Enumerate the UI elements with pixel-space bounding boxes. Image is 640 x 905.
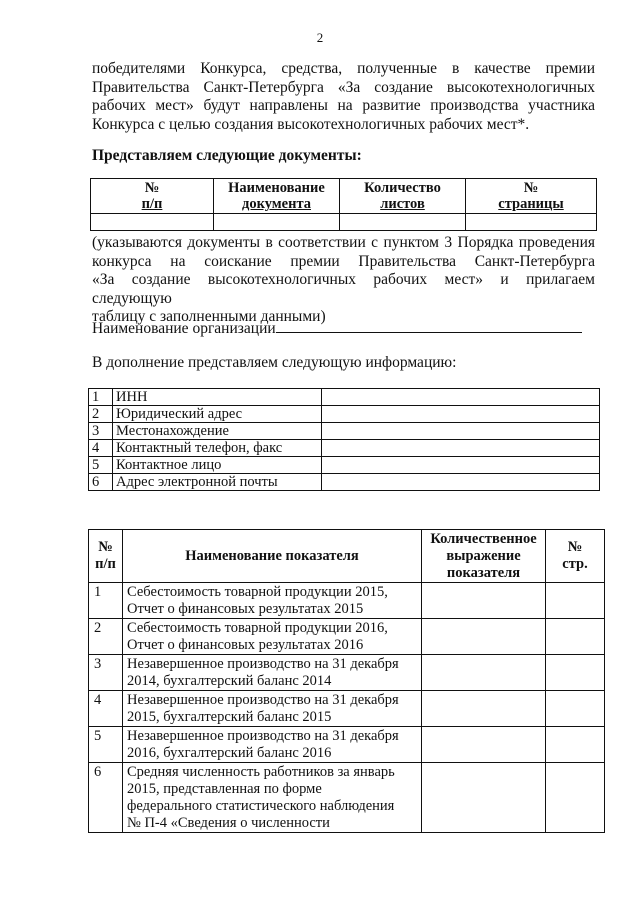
indicator-name xyxy=(123,655,422,691)
indicator-name-line: Себестоимость товарной продукции 2016, xyxy=(127,620,388,636)
value-cell[interactable] xyxy=(322,457,600,474)
header-text: листов xyxy=(380,196,425,212)
row-label: Местонахождение xyxy=(113,423,322,440)
row-number: 4 xyxy=(89,440,113,457)
table-row xyxy=(89,406,600,423)
header-text: выражение xyxy=(446,547,521,564)
indicator-name xyxy=(123,691,422,727)
indicators-table xyxy=(88,529,605,833)
indicator-name-line: 2015, бухгалтерский баланс 2015 xyxy=(127,709,332,725)
indicator-name xyxy=(123,619,422,655)
header-num xyxy=(91,179,214,214)
row-number: 1 xyxy=(89,389,113,406)
table-row xyxy=(89,763,605,833)
header-text: п/п xyxy=(141,196,163,212)
header-page xyxy=(546,530,605,583)
indicators-header xyxy=(89,530,605,583)
table-row xyxy=(89,619,605,655)
row-label: ИНН xyxy=(113,389,322,406)
page-cell[interactable] xyxy=(546,655,605,691)
header-text xyxy=(340,196,465,212)
header-num xyxy=(89,530,123,583)
row-label: Юридический адрес xyxy=(113,406,322,423)
intro-line: Конкурса с целью создания высокотехнологичных рабочих мест*. xyxy=(92,115,530,133)
value-cell[interactable] xyxy=(322,440,600,457)
note-line: «За создание высокотехнологичных рабочих мест» и прилагаем следующую xyxy=(92,271,595,307)
indicator-name-line: 2014, бухгалтерский баланс 2014 xyxy=(127,673,332,689)
header-text xyxy=(91,196,213,212)
row-label: Адрес электронной почты xyxy=(113,474,322,491)
row-number: 2 xyxy=(89,406,113,423)
page-cell[interactable] xyxy=(546,691,605,727)
header-indicator-name: Наименование показателя xyxy=(123,530,422,583)
page-cell[interactable] xyxy=(546,619,605,655)
table-row xyxy=(89,457,600,474)
value-cell[interactable] xyxy=(322,389,600,406)
empty-cell[interactable] xyxy=(466,214,597,231)
empty-cell[interactable] xyxy=(340,214,466,231)
quantity-cell[interactable] xyxy=(422,619,546,655)
value-cell[interactable] xyxy=(322,406,600,423)
indicator-name xyxy=(123,763,422,833)
note-paragraph xyxy=(92,234,595,327)
header-text: документа xyxy=(241,196,311,212)
header-text: № xyxy=(144,180,160,196)
documents-table xyxy=(90,178,597,231)
row-number: 5 xyxy=(89,727,123,763)
table-row xyxy=(89,440,600,457)
header-pages xyxy=(466,179,597,214)
row-number: 3 xyxy=(89,655,123,691)
indicator-name-line: Незавершенное производство на 31 декабря xyxy=(127,728,399,744)
table-row xyxy=(91,214,597,231)
indicator-name-line: Отчет о финансовых результатах 2016 xyxy=(127,637,364,653)
note-line: таблицу с заполненными данными) xyxy=(92,308,326,325)
intro-line: победителями Конкурса, средства, полученные в качестве премии xyxy=(92,60,595,77)
indicator-name xyxy=(123,583,422,619)
row-number: 6 xyxy=(89,474,113,491)
row-label: Контактный телефон, факс xyxy=(113,440,322,457)
table-row xyxy=(89,691,605,727)
row-number: 1 xyxy=(89,583,123,619)
indicator-name-line: № П-4 «Сведения о численности xyxy=(127,815,330,831)
header-text: Количественное xyxy=(430,530,537,547)
note-line: (указываются документы в соответствии с пунктом 3 Порядка проведения xyxy=(92,234,595,251)
org-name-label: Наименование организации xyxy=(92,320,276,337)
indicator-name-line: Незавершенное производство на 31 декабря xyxy=(127,656,399,672)
header-text: № xyxy=(98,539,113,555)
quantity-cell[interactable] xyxy=(422,655,546,691)
table-row xyxy=(89,474,600,491)
indicator-name-line: федерального статистического наблюдения xyxy=(127,798,395,814)
header-text: показателя xyxy=(446,564,521,581)
intro-line: рабочих мест» будут направлены на развитие производства участника xyxy=(92,97,595,114)
additional-info-label: В дополнение представляем следующую информацию: xyxy=(92,354,457,371)
row-number: 4 xyxy=(89,691,123,727)
indicator-name-line: 2016, бухгалтерский баланс 2016 xyxy=(127,745,332,761)
table-row xyxy=(89,423,600,440)
value-cell[interactable] xyxy=(322,474,600,491)
header-text: п/п xyxy=(95,556,116,572)
header-doc-name xyxy=(214,179,340,214)
header-text: № xyxy=(523,180,539,196)
empty-cell[interactable] xyxy=(91,214,214,231)
quantity-cell[interactable] xyxy=(422,763,546,833)
intro-paragraph xyxy=(92,60,595,134)
page-cell[interactable] xyxy=(546,763,605,833)
header-text: Количество xyxy=(364,180,441,196)
header-text: страницы xyxy=(498,196,564,212)
table-row xyxy=(89,655,605,691)
info-table xyxy=(88,388,600,491)
header-quantity xyxy=(422,530,546,583)
documents-table-header xyxy=(91,179,597,214)
header-text xyxy=(466,196,596,212)
table-row xyxy=(89,583,605,619)
quantity-cell[interactable] xyxy=(422,583,546,619)
indicator-name-line: Средняя численность работников за январь xyxy=(127,764,395,780)
indicator-name-line: Отчет о финансовых результатах 2015 xyxy=(127,601,364,617)
header-text: № xyxy=(567,539,583,555)
indicator-name-line: Незавершенное производство на 31 декабря xyxy=(127,692,399,708)
row-label: Контактное лицо xyxy=(113,457,322,474)
quantity-cell[interactable] xyxy=(422,727,546,763)
header-text xyxy=(214,196,339,212)
value-cell[interactable] xyxy=(322,423,600,440)
indicator-name xyxy=(123,727,422,763)
header-text: стр. xyxy=(562,556,588,572)
table-row xyxy=(89,727,605,763)
row-number: 6 xyxy=(89,763,123,833)
documents-heading: Представляем следующие документы: xyxy=(92,147,362,164)
note-line: конкурса на соискание премии Правительства Санкт-Петербурга xyxy=(92,252,595,270)
header-text: Наименование xyxy=(228,180,325,196)
row-number: 5 xyxy=(89,457,113,474)
indicator-name-line: 2015, представленная по форме xyxy=(127,781,322,797)
table-row xyxy=(89,389,600,406)
indicator-name-line: Себестоимость товарной продукции 2015, xyxy=(127,584,388,600)
page-number: 2 xyxy=(316,30,324,45)
row-number: 2 xyxy=(89,619,123,655)
page-cell[interactable] xyxy=(546,727,605,763)
intro-line: Правительства Санкт-Петербурга «За создание высокотехнологичных xyxy=(92,78,595,96)
quantity-cell[interactable] xyxy=(422,691,546,727)
empty-cell[interactable] xyxy=(214,214,340,231)
row-number: 3 xyxy=(89,423,113,440)
header-sheets xyxy=(340,179,466,214)
org-name-row xyxy=(92,318,582,338)
page-cell[interactable] xyxy=(546,583,605,619)
org-name-field[interactable] xyxy=(276,318,582,333)
